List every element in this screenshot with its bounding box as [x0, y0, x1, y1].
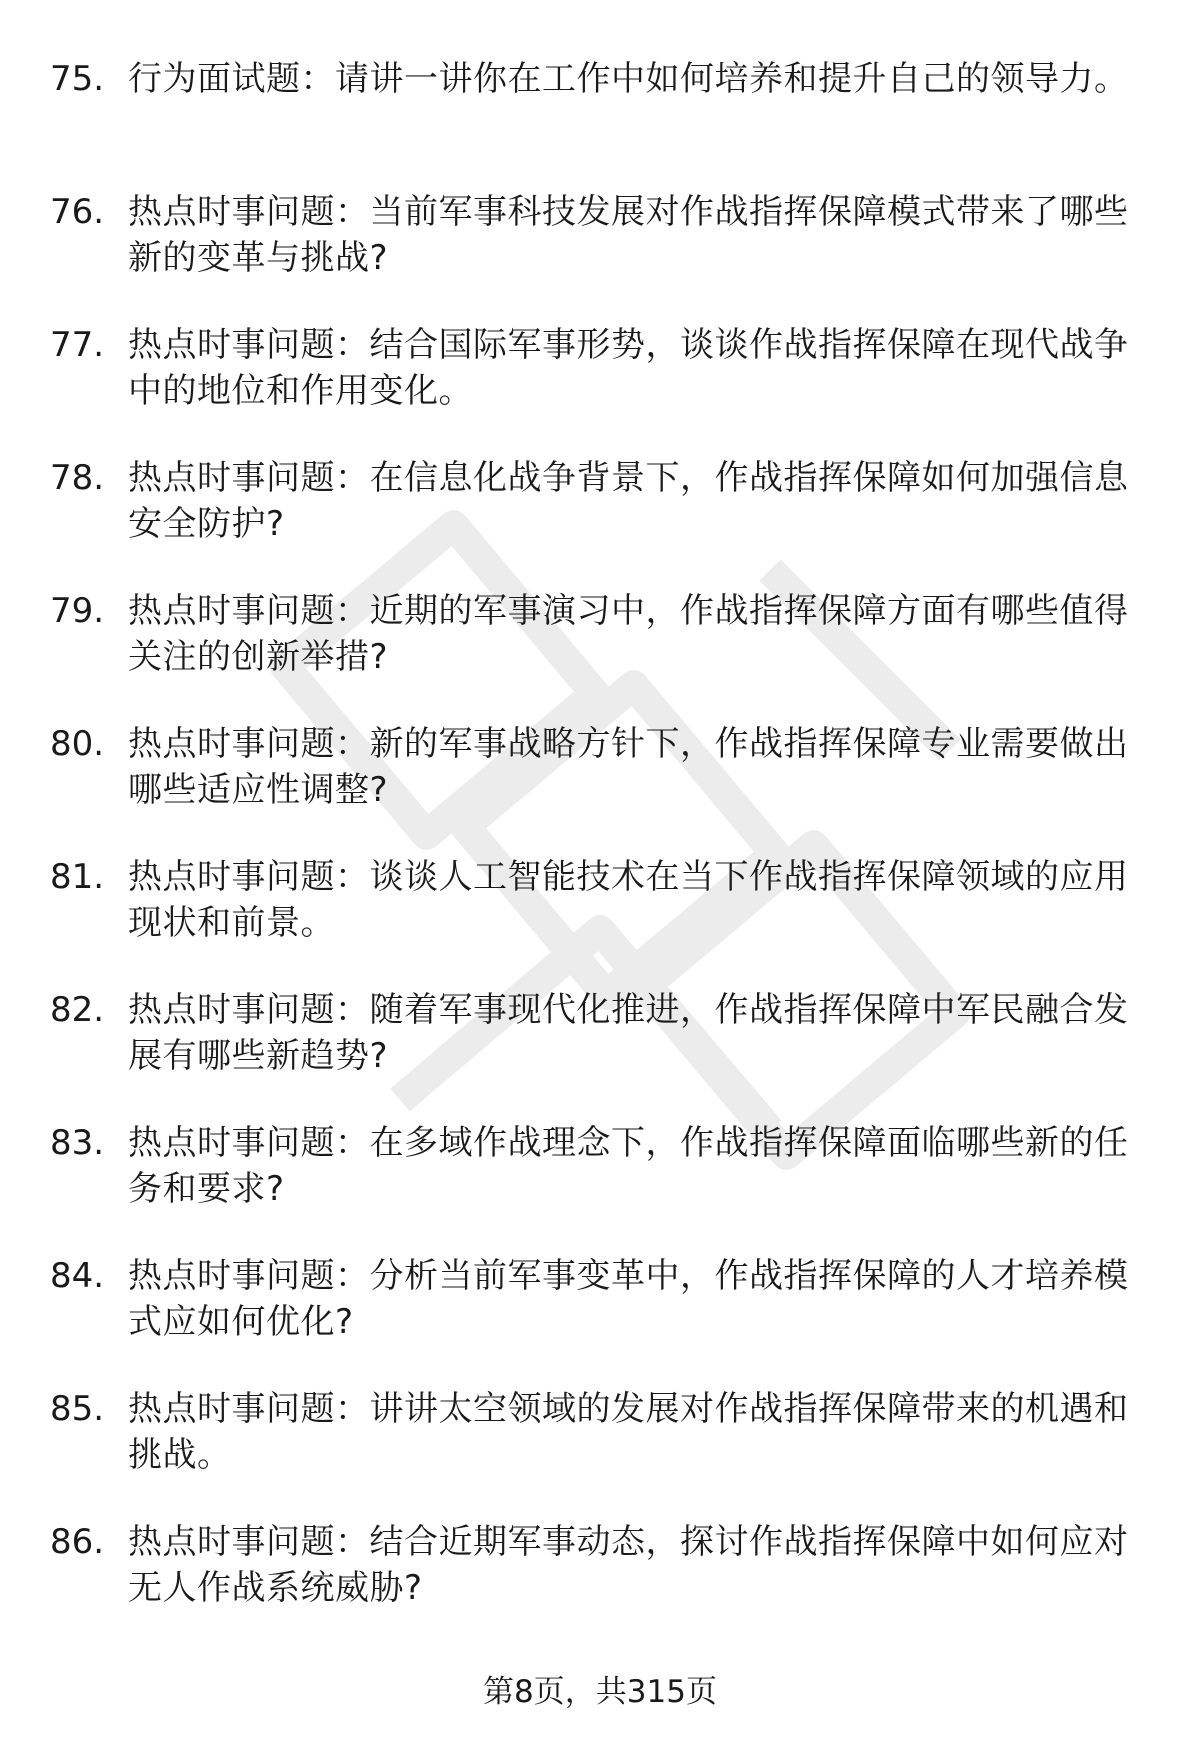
question-number: 80. — [50, 724, 105, 764]
question-number: 84. — [50, 1256, 105, 1296]
question-number: 79. — [50, 591, 105, 631]
question-text: 热点时事问题：在多域作战理念下，作战指挥保障面临哪些新的任务和要求? — [128, 1123, 1129, 1209]
question-number: 76. — [50, 192, 105, 232]
question-text: 热点时事问题：新的军事战略方针下，作战指挥保障专业需要做出哪些适应性调整? — [128, 724, 1129, 810]
page-footer: 第8页，共315页 — [483, 1674, 717, 1710]
question-item — [50, 1253, 1150, 1386]
question-item — [50, 588, 1150, 721]
question-item — [50, 987, 1150, 1120]
question-text: 热点时事问题：随着军事现代化推进，作战指挥保障中军民融合发展有哪些新趋势? — [128, 990, 1129, 1076]
question-number: 81. — [50, 857, 105, 897]
question-item — [50, 721, 1150, 854]
question-item — [50, 1519, 1150, 1652]
question-list — [50, 56, 1150, 1652]
question-number: 82. — [50, 990, 105, 1030]
question-text: 热点时事问题：分析当前军事变革中，作战指挥保障的人才培养模式应如何优化? — [128, 1256, 1129, 1342]
question-number: 85. — [50, 1389, 105, 1429]
question-item — [50, 322, 1150, 455]
question-item — [50, 1120, 1150, 1253]
question-text: 热点时事问题：当前军事科技发展对作战指挥保障模式带来了哪些新的变革与挑战? — [128, 192, 1129, 278]
question-item — [50, 56, 1150, 189]
question-text: 热点时事问题：在信息化战争背景下，作战指挥保障如何加强信息安全防护? — [128, 458, 1129, 544]
question-number: 77. — [50, 325, 105, 365]
question-text: 行为面试题：请讲一讲你在工作中如何培养和提升自己的领导力。 — [128, 59, 1129, 99]
question-number: 78. — [50, 458, 105, 498]
question-item — [50, 854, 1150, 987]
question-text: 热点时事问题：谈谈人工智能技术在当下作战指挥保障领域的应用现状和前景。 — [128, 857, 1129, 943]
question-number: 83. — [50, 1123, 105, 1163]
question-item — [50, 455, 1150, 588]
question-text: 热点时事问题：结合近期军事动态，探讨作战指挥保障中如何应对无人作战系统威胁? — [128, 1522, 1129, 1608]
question-item — [50, 189, 1150, 322]
question-text: 热点时事问题：结合国际军事形势，谈谈作战指挥保障在现代战争中的地位和作用变化。 — [128, 325, 1129, 411]
question-text: 热点时事问题：近期的军事演习中，作战指挥保障方面有哪些值得关注的创新举措? — [128, 591, 1129, 677]
question-number: 75. — [50, 59, 105, 99]
question-text: 热点时事问题：讲讲太空领域的发展对作战指挥保障带来的机遇和挑战。 — [128, 1389, 1129, 1475]
question-item — [50, 1386, 1150, 1519]
question-number: 86. — [50, 1522, 105, 1562]
